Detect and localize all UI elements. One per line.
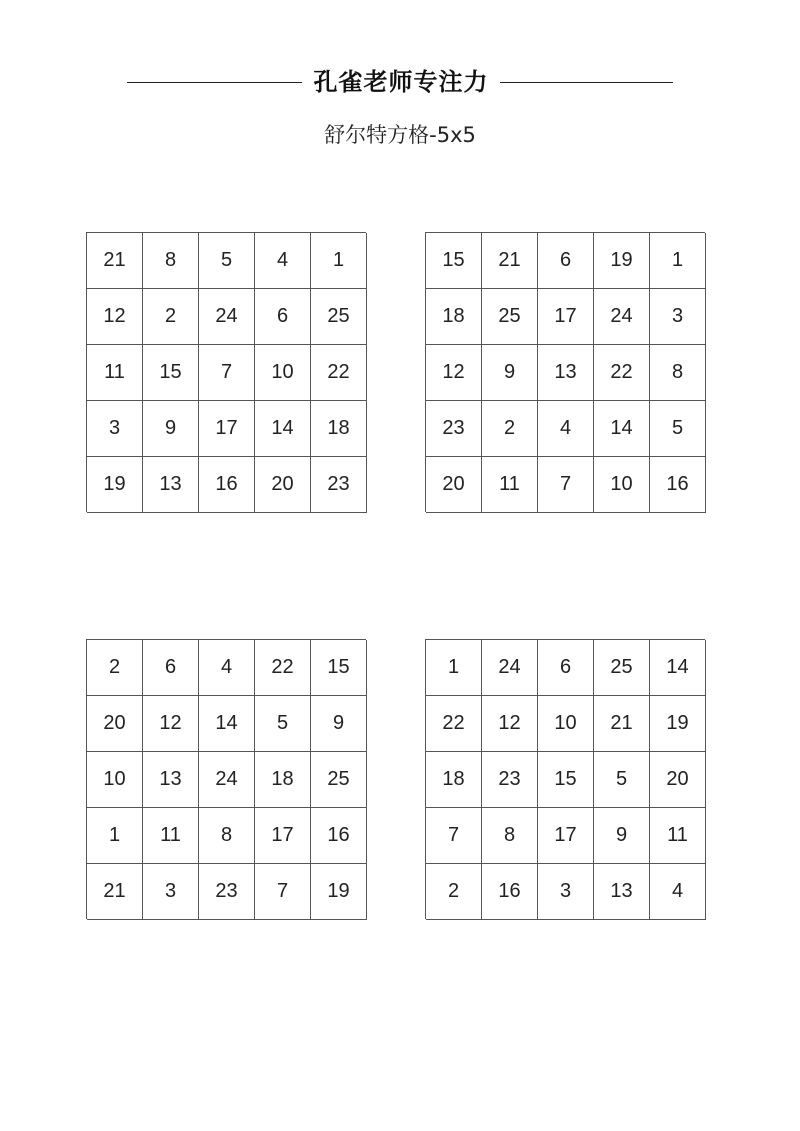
grid-cell: 19 [594,233,650,289]
grid-cell: 15 [143,345,199,401]
title-rule-right [500,82,673,83]
grid-cell: 14 [199,696,255,752]
grid-cell: 6 [538,233,594,289]
grid-cell: 6 [143,640,199,696]
grid-cell: 23 [199,864,255,920]
grid-cell: 16 [482,864,538,920]
grid-cell: 14 [650,640,706,696]
schulte-grid-3 [86,639,366,919]
grid-cell: 13 [143,457,199,513]
grid-cell: 23 [426,401,482,457]
page-header [0,60,800,110]
grid-cell: 20 [426,457,482,513]
grid-cell: 17 [538,808,594,864]
grid-cell: 24 [594,289,650,345]
grid-cell: 10 [255,345,311,401]
grid-cell: 8 [650,345,706,401]
grid-cell: 1 [87,808,143,864]
grid-cell: 16 [311,808,367,864]
grid-cell: 21 [594,696,650,752]
grid-cell: 12 [143,696,199,752]
grid-cell: 19 [650,696,706,752]
grid-cell: 12 [482,696,538,752]
grid-cell: 24 [482,640,538,696]
schulte-grid-1 [86,232,366,512]
grid-cell: 17 [255,808,311,864]
grid-cell: 24 [199,289,255,345]
schulte-grid-4 [425,639,705,919]
grid-cell: 8 [143,233,199,289]
grid-cell: 18 [255,752,311,808]
grid-cell: 13 [538,345,594,401]
grid-cell: 1 [311,233,367,289]
grid-cell: 9 [143,401,199,457]
grid-cell: 4 [538,401,594,457]
grid-cell: 13 [143,752,199,808]
grid-cell: 17 [199,401,255,457]
page-subtitle: 舒尔特方格-5x5 [324,123,476,147]
grid-cell: 4 [650,864,706,920]
grid-cell: 25 [311,289,367,345]
grid-cell: 6 [538,640,594,696]
grid-cell: 21 [482,233,538,289]
grid-cell: 3 [650,289,706,345]
grid-cell: 17 [538,289,594,345]
grid-cell: 15 [426,233,482,289]
grid-cell: 19 [311,864,367,920]
grid-cell: 16 [650,457,706,513]
grid-cell: 7 [538,457,594,513]
grid-cell: 22 [311,345,367,401]
grid-cell: 13 [594,864,650,920]
grid-cell: 23 [482,752,538,808]
grid-cell: 5 [594,752,650,808]
grid-cell: 23 [311,457,367,513]
grid-cell: 10 [594,457,650,513]
grid-cell: 25 [594,640,650,696]
page-title: 孔雀老师专注力 [313,68,489,96]
grid-cell: 2 [482,401,538,457]
grid-cell: 25 [311,752,367,808]
grid-cell: 11 [650,808,706,864]
grid-cell: 11 [87,345,143,401]
grid-cell: 4 [255,233,311,289]
grid-cell: 12 [87,289,143,345]
grid-cell: 2 [426,864,482,920]
grid-cell: 9 [594,808,650,864]
grid-cell: 21 [87,864,143,920]
grid-cell: 8 [199,808,255,864]
grid-cell: 10 [538,696,594,752]
grid-cell: 3 [143,864,199,920]
grid-cell: 12 [426,345,482,401]
schulte-grid-2 [425,232,705,512]
grid-cell: 5 [255,696,311,752]
grid-cell: 2 [143,289,199,345]
grid-cell: 18 [426,752,482,808]
grid-cell: 9 [482,345,538,401]
grid-cell: 3 [87,401,143,457]
grid-cell: 22 [594,345,650,401]
grid-cell: 15 [311,640,367,696]
grid-cell: 21 [87,233,143,289]
grid-cell: 22 [426,696,482,752]
grid-cell: 22 [255,640,311,696]
grid-cell: 1 [426,640,482,696]
grid-cell: 20 [87,696,143,752]
grid-cell: 20 [650,752,706,808]
grid-cell: 9 [311,696,367,752]
grid-cell: 19 [87,457,143,513]
grid-cell: 5 [650,401,706,457]
grid-cell: 25 [482,289,538,345]
grid-cell: 18 [426,289,482,345]
grid-cell: 20 [255,457,311,513]
grid-cell: 7 [199,345,255,401]
grid-cell: 7 [426,808,482,864]
grid-cell: 14 [255,401,311,457]
grid-cell: 3 [538,864,594,920]
grid-cell: 2 [87,640,143,696]
grid-cell: 24 [199,752,255,808]
grid-cell: 14 [594,401,650,457]
title-rule-left [127,82,302,83]
grid-cell: 10 [87,752,143,808]
grid-cell: 7 [255,864,311,920]
grid-cell: 11 [143,808,199,864]
grid-cell: 11 [482,457,538,513]
grid-cell: 5 [199,233,255,289]
grid-cell: 4 [199,640,255,696]
grid-cell: 1 [650,233,706,289]
grid-cell: 6 [255,289,311,345]
grid-cell: 8 [482,808,538,864]
grid-cell: 18 [311,401,367,457]
grid-cell: 15 [538,752,594,808]
grid-cell: 16 [199,457,255,513]
